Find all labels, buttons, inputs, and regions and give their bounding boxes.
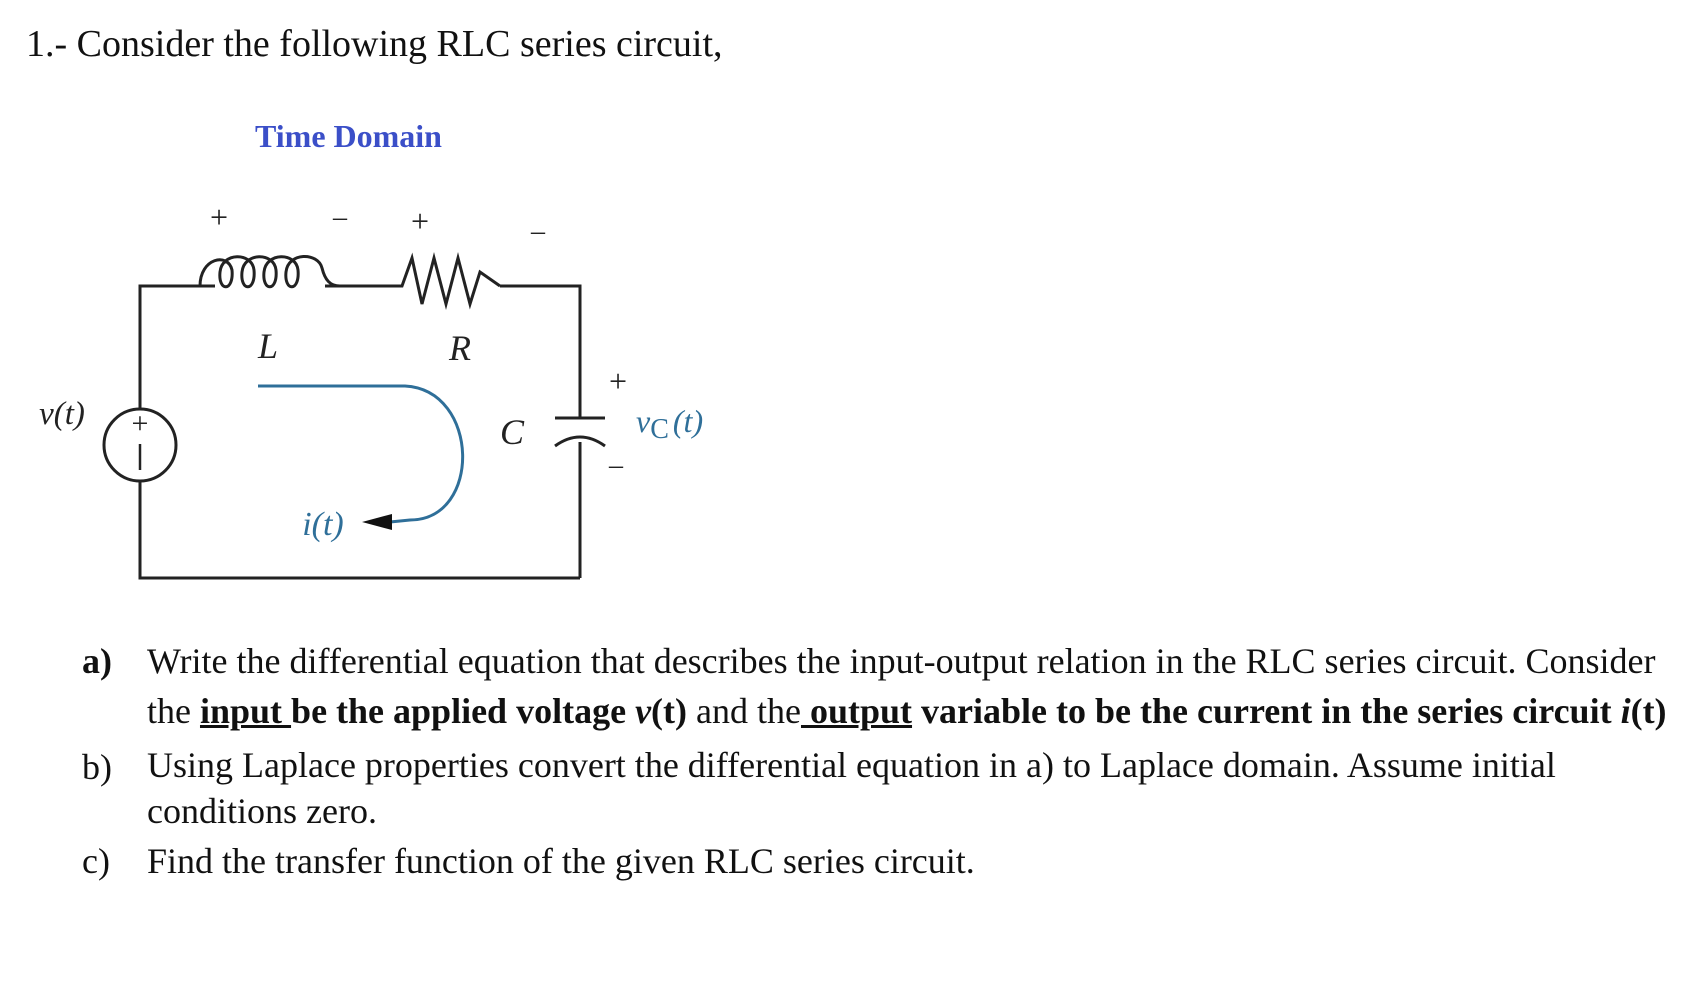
part-a-text — [147, 636, 1682, 736]
part-a-current-phrase: variable to be the current in the series circuit — [912, 691, 1621, 731]
part-a-i-symbol: i — [1620, 691, 1631, 731]
capacitor-voltage-symbol: v — [636, 403, 651, 439]
part-a-input-word: input — [199, 691, 292, 731]
part-b — [82, 742, 1682, 834]
part-a-and-the: and the — [687, 691, 801, 731]
question-title: 1.- Consider the following RLC series circuit, — [26, 23, 723, 65]
part-b-marker: b) — [82, 747, 112, 787]
current-label: i(t) — [302, 506, 344, 543]
question-parts — [82, 636, 1682, 886]
part-c-marker: c) — [82, 841, 110, 881]
part-a-marker: a) — [82, 641, 112, 681]
capacitor-voltage-subscript: C — [650, 414, 669, 445]
capacitor-voltage-argument: (t) — [672, 403, 704, 439]
capacitor-plus-sign: + — [608, 363, 628, 399]
resistor-zigzag — [395, 258, 500, 304]
resistor-label: R — [449, 328, 471, 368]
wire-right-top — [500, 286, 580, 418]
inductor-plus-sign: + — [209, 199, 229, 235]
current-arrow-path — [258, 386, 463, 522]
source-plus-sign: + — [131, 407, 149, 440]
current-arrow-head — [362, 514, 392, 530]
part-a-v-arg: (t) — [651, 691, 688, 731]
wire-left-top — [140, 286, 215, 420]
inductor-minus-sign: – — [333, 202, 347, 233]
resistor-minus-sign: – — [531, 216, 545, 247]
part-a-v-symbol: v — [635, 691, 652, 731]
inductor-label: L — [257, 326, 279, 366]
resistor-plus-sign: + — [410, 203, 430, 239]
inductor-coil — [200, 256, 340, 286]
part-a-line-1: Write the differential equation that describes the input-output relation in the RLC series circuit. — [147, 641, 1517, 681]
part-a-output-word: output — [800, 691, 913, 731]
capacitor-voltage-label — [636, 403, 703, 445]
wire-bottom — [140, 470, 580, 578]
part-a-applied-voltage: be the applied voltage — [291, 691, 636, 731]
circuit-title: Time Domain — [255, 118, 442, 154]
part-c — [82, 836, 1682, 886]
capacitor-minus-sign: – — [609, 450, 623, 481]
part-a-consider: Consider the — [147, 641, 1656, 731]
part-a-i-arg: (t) — [1630, 691, 1667, 731]
part-c-text: Find the transfer function of the given RLC series circuit. — [147, 841, 975, 881]
capacitor-label: C — [499, 412, 525, 452]
capacitor-plates — [555, 418, 605, 446]
part-a — [82, 636, 1682, 736]
part-b-text: Using Laplace properties convert the differential equation in a) to Laplace domain. Assume initial conditions zero. — [147, 745, 1556, 831]
source-label: v(t) — [39, 396, 85, 432]
